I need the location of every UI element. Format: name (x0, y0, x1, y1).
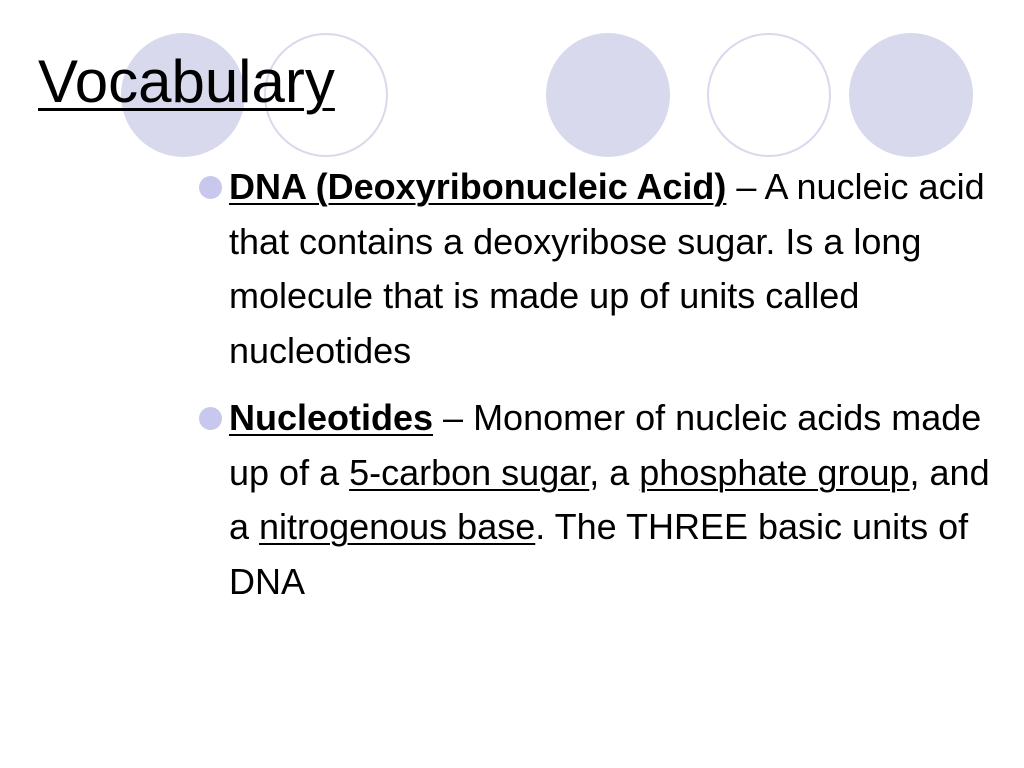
decor-circle-filled (546, 33, 670, 157)
underlined-term-sugar: 5-carbon sugar (349, 451, 590, 493)
underlined-term-base: nitrogenous base (259, 506, 536, 547)
bullet-dot-icon (199, 407, 222, 430)
decor-circle-outline (707, 33, 831, 157)
decor-circle-filled (849, 33, 973, 157)
definition-text: . The THREE basic units of DNA (229, 506, 969, 602)
underlined-term-phosphate: phosphate group (639, 451, 910, 493)
bullet-item-nucleotides (196, 391, 996, 609)
bullet-item-dna (196, 160, 996, 378)
slide-title: Vocabulary (38, 48, 335, 115)
definition-text: , a (589, 451, 640, 493)
bullet-list (196, 160, 996, 622)
term-dna: DNA (Deoxyribonucleic Acid) (229, 166, 727, 207)
term-nucleotides: Nucleotides (229, 397, 434, 438)
bullet-dot-icon (199, 176, 222, 199)
definition-dna: – A nucleic acid that contains a deoxyribose sugar. Is a long molecule that is made up of units called nucleotides (229, 166, 985, 371)
definition-text: – Monomer of nucleic acids made up of a (229, 397, 982, 493)
definition-text: , and a (229, 451, 990, 547)
